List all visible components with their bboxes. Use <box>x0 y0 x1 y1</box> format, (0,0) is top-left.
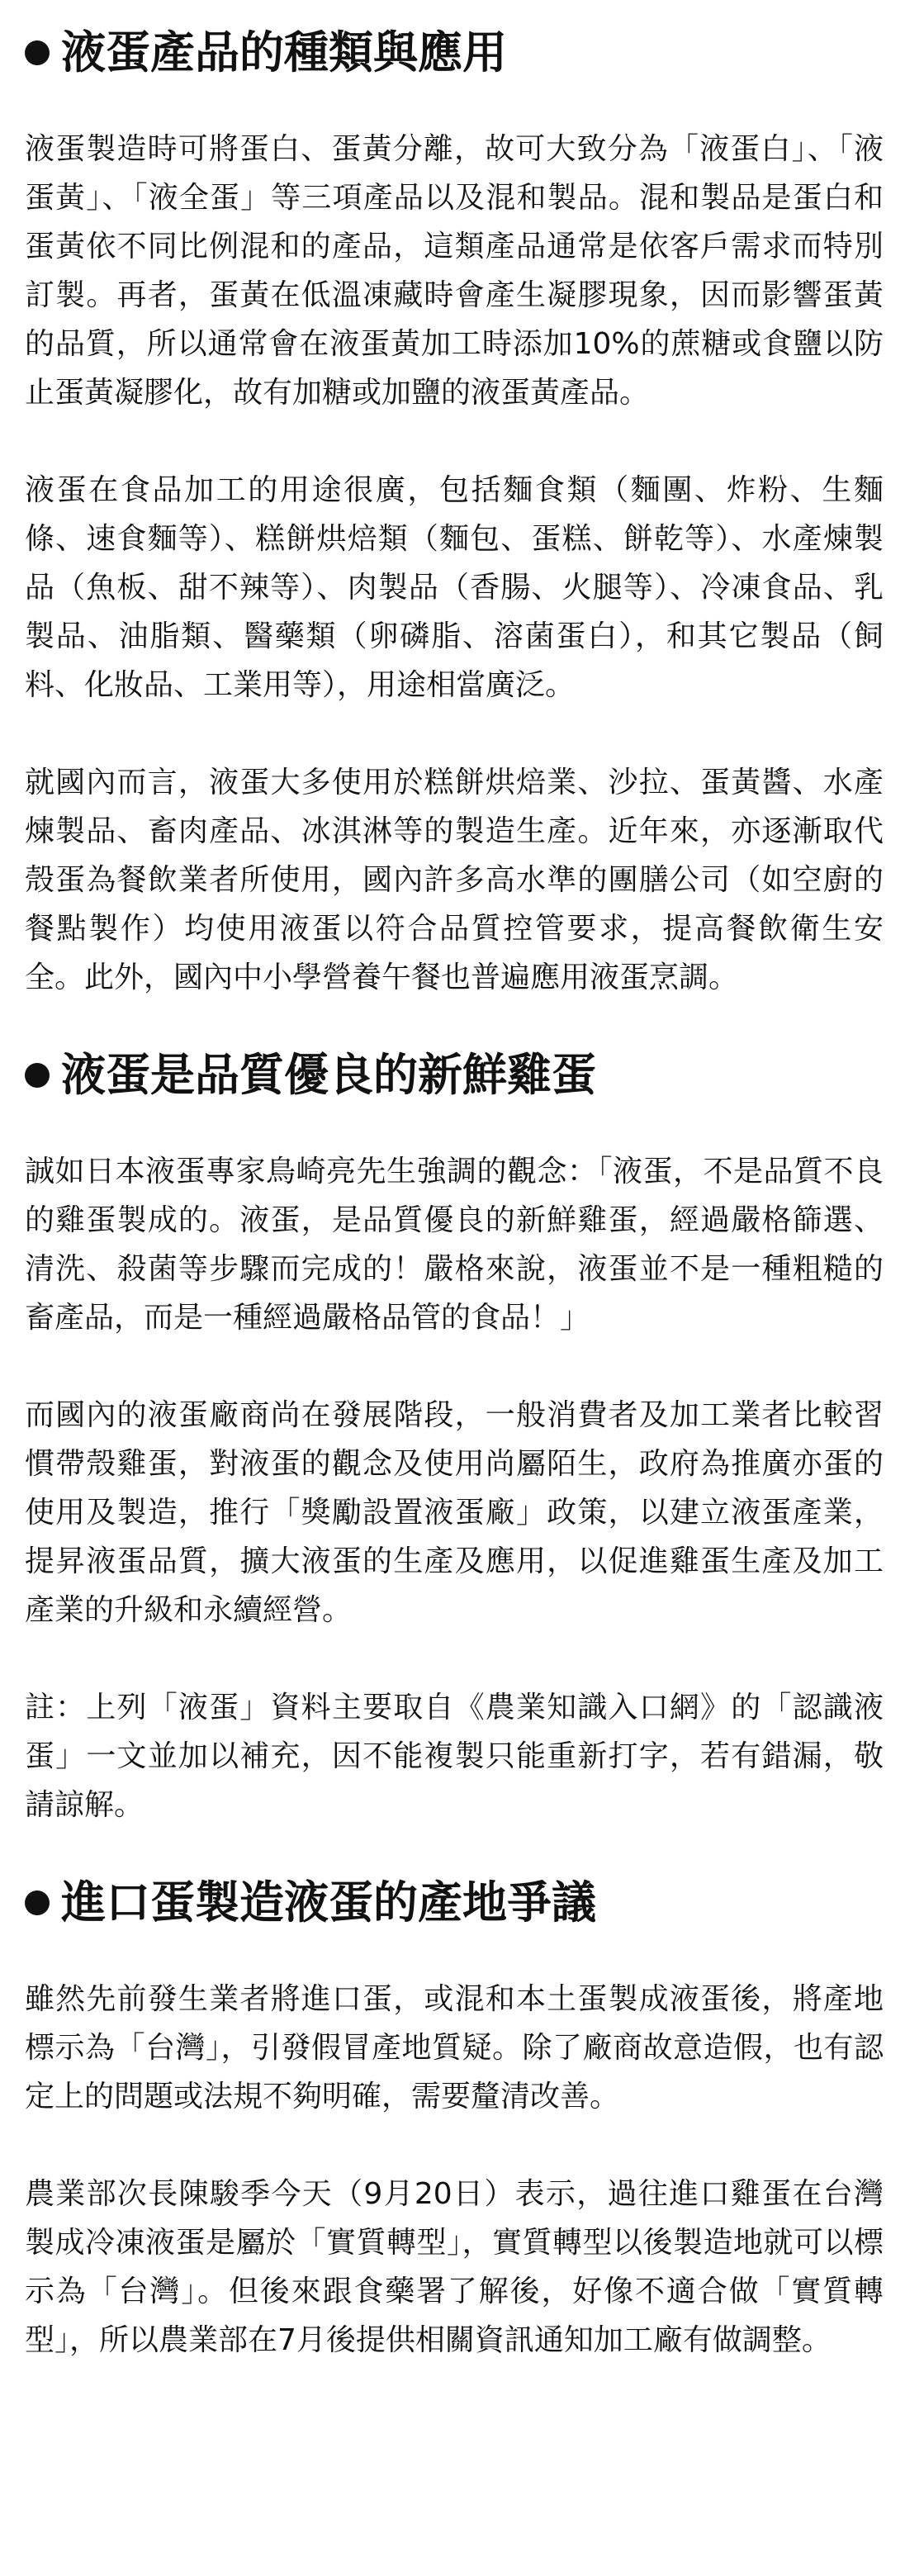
article <box>25 28 884 2365</box>
section-heading <box>25 1051 884 1099</box>
paragraph: 註：上列「液蛋」資料主要取自《農業知識入口網》的「認識液蛋」一文並加以補充，因不能複製只能重新打字，若有錯漏，敬請諒解。 <box>25 1691 884 1822</box>
section-liquid-egg-products <box>25 28 884 1002</box>
section-heading-text: 進口蛋製造液蛋的產地爭議 <box>61 1876 596 1928</box>
paragraph: 液蛋製造時可將蛋白、蛋黃分離，故可大致分為「液蛋白」、「液蛋黃」、「液全蛋」等三項產品以及混和製品。混和製品是蛋白和蛋黃依不同比例混和的產品，這類產品通常是依客戶需求而特別訂製。再者，蛋黃在低溫凍藏時會產生凝膠現象，因而影響蛋黃的品質，所以通常會在液蛋黃加工時添加10%的蔗糖或食鹽以防止蛋黃凝膠化，故有加糖或加鹽的液蛋黃產品。 <box>25 132 884 410</box>
bullet-icon <box>25 40 50 65</box>
paragraph: 誠如日本液蛋專家鳥崎亮先生強調的觀念：「液蛋，不是品質不良的雞蛋製成的。液蛋，是品質優良的新鮮雞蛋，經過嚴格篩選、清洗、殺菌等步驟而完成的！嚴格來說，液蛋並不是一種粗糙的畜產品，而是一種經過嚴格品管的食品！」 <box>25 1155 884 1335</box>
section-heading-text: 液蛋是品質優良的新鮮雞蛋 <box>61 1049 596 1101</box>
section-origin-dispute <box>25 1878 884 2365</box>
bullet-icon <box>25 1890 50 1915</box>
section-heading <box>25 28 884 77</box>
section-heading <box>25 1878 884 1927</box>
bullet-icon <box>25 1063 50 1088</box>
section-quality-eggs <box>25 1051 884 1829</box>
paragraph: 農業部次長陳駿季今天（9月20日）表示，過往進口雞蛋在台灣製成冷凍液蛋是屬於「實質轉型」，實質轉型以後製造地就可以標示為「台灣」。但後來跟食藥署了解後，好像不適合做「實質轉型」，所以農業部在7月後提供相關資訊通知加工廠有做調整。 <box>25 2177 884 2357</box>
section-heading-text: 液蛋產品的種類與應用 <box>61 26 507 78</box>
paragraph: 而國內的液蛋廠商尚在發展階段，一般消費者及加工業者比較習慣帶殼雞蛋，對液蛋的觀念及使用尚屬陌生，政府為推廣亦蛋的使用及製造，推行「獎勵設置液蛋廠」政策，以建立液蛋產業，提昇液蛋品質，擴大液蛋的生產及應用，以促進雞蛋生產及加工產業的升級和永續經營。 <box>25 1398 884 1627</box>
paragraph: 就國內而言，液蛋大多使用於糕餅烘焙業、沙拉、蛋黃醬、水產煉製品、畜肉產品、冰淇淋等的製造生產。近年來，亦逐漸取代殼蛋為餐飲業者所使用，國內許多高水準的團膳公司（如空廚的餐點製作）均使用液蛋以符合品質控管要求，提高餐飲衛生安全。此外，國內中小學營養午餐也普遍應用液蛋烹調。 <box>25 766 884 994</box>
paragraph: 雖然先前發生業者將進口蛋，或混和本土蛋製成液蛋後，將產地標示為「台灣」，引發假冒產地質疑。除了廠商故意造假，也有認定上的問題或法規不夠明確，需要釐清改善。 <box>25 1982 884 2113</box>
paragraph: 液蛋在食品加工的用途很廣，包括麵食類（麵團、炸粉、生麵條、速食麵等）、糕餅烘焙類（麵包、蛋糕、餅乾等）、水產煉製品（魚板、甜不辣等）、肉製品（香腸、火腿等）、冷凍食品、乳製品、油脂類、醫藥類（卵磷脂、溶菌蛋白），和其它製品（飼料、化妝品、工業用等），用途相當廣泛。 <box>25 473 884 702</box>
